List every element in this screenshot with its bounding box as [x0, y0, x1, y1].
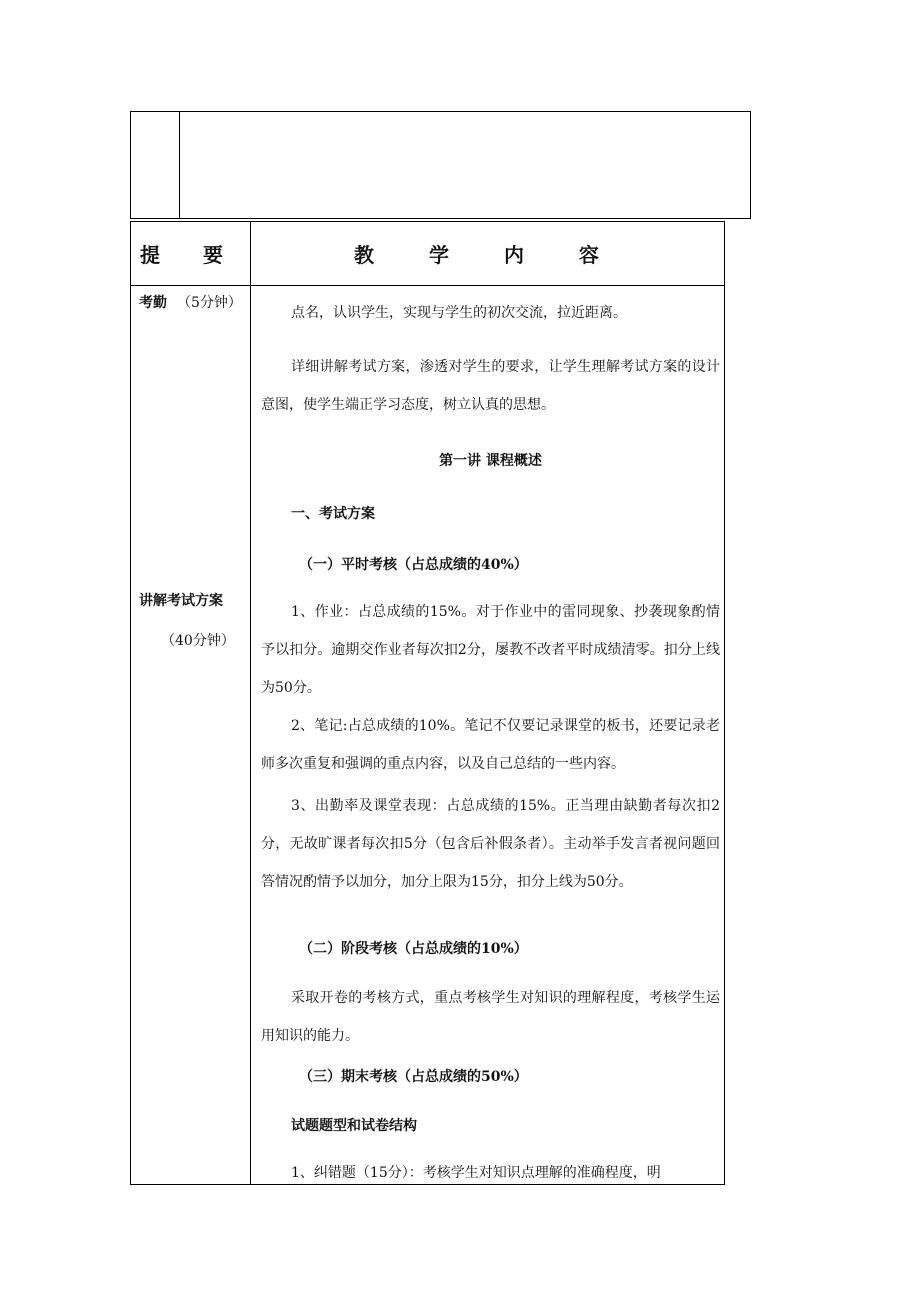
exam-plan-duration: （40分钟） — [161, 633, 235, 649]
paragraph-roll-call: 点名，认识学生，实现与学生的初次交流，拉近距离。 — [291, 305, 627, 321]
paragraph-error-correction: 1、纠错题（15分）：考核学生对知识点理解的准确程度，明 — [291, 1165, 661, 1181]
header-row-divider — [131, 285, 724, 286]
header-teaching-content: 教 学 内 容 — [354, 243, 623, 267]
subheading-regular-assessment: （一）平时考核（占总成绩的40%） — [299, 557, 528, 573]
attendance-label — [139, 292, 242, 312]
top-table-divider — [179, 112, 180, 218]
subheading-question-types: 试题题型和试卷结构 — [291, 1118, 417, 1134]
paragraph-attendance: 3、出勤率及课堂表现：占总成绩的15%。正当理由缺勤者每次扣2分，无故旷课者每次扣5分（包含后补假条者）。主动举手发言者视问题回答情况酌情予以加分，加分上限为15分，扣分上线为50分。 — [261, 798, 720, 890]
top-empty-table — [130, 111, 751, 219]
paragraph-homework: 1、作业：占总成绩的15%。对于作业中的雷同现象、抄袭现象酌情予以扣分。逾期交作业者每次扣2分，屡教不改者平时成绩清零。扣分上线为50分。 — [261, 604, 720, 696]
lecture-title: 第一讲 课程概述 — [439, 453, 542, 469]
paragraph-exam-explanation: 详细讲解考试方案，渗透对学生的要求，让学生理解考试方案的设计意图，使学生端正学习态度，树立认真的思想。 — [261, 359, 720, 413]
lesson-plan-table — [130, 221, 725, 1185]
exam-plan-title: 讲解考试方案 — [139, 593, 223, 609]
attendance-title: 考勤 — [139, 295, 167, 311]
column-divider — [250, 222, 251, 1184]
subheading-final-assessment: （三）期末考核（占总成绩的50%） — [299, 1069, 528, 1085]
subheading-stage-assessment: （二）阶段考核（占总成绩的10%） — [299, 941, 528, 957]
paragraph-open-book: 采取开卷的考核方式，重点考核学生对知识的理解程度，考核学生运用知识的能力。 — [261, 990, 720, 1044]
section-heading-exam-plan: 一、考试方案 — [291, 506, 375, 522]
attendance-duration: （5分钟） — [177, 295, 242, 311]
exam-plan-label — [139, 590, 223, 610]
paragraph-notes: 2、笔记:占总成绩的10%。笔记不仅要记录课堂的板书，还要记录老师多次重复和强调的重点内容，以及自己总结的一些内容。 — [261, 718, 720, 772]
header-summary: 提 要 — [140, 243, 241, 267]
